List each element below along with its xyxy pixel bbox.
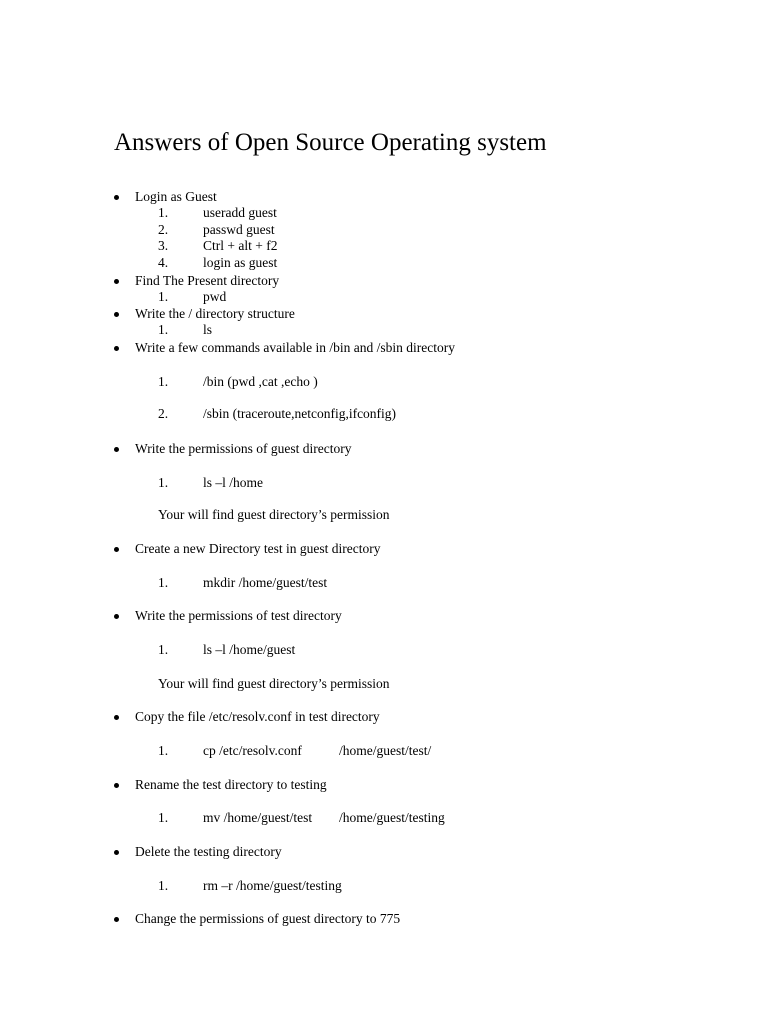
step-command-target: /home/guest/test/ [339,743,432,758]
bullet-icon [114,715,119,720]
step-number: 1. [158,878,169,893]
bullet-icon [114,346,119,351]
step-command: Ctrl + alt + f2 [203,238,278,253]
section-heading: Write the permissions of test directory [135,608,342,623]
bullet-icon [114,917,119,922]
step-command: ls [203,322,213,337]
bullet-icon [114,195,119,200]
step-command: mkdir /home/guest/test [203,575,328,590]
step-note: Your will find guest directory’s permission [158,507,390,522]
section-heading: Login as Guest [135,189,217,204]
step-command: pwd [203,289,227,304]
step-number: 1. [158,642,169,657]
step-command: /sbin (traceroute,netconfig,ifconfig) [203,406,397,421]
section-heading: Write the / directory structure [135,306,295,321]
step-number: 1. [158,475,169,490]
section-heading: Copy the file /etc/resolv.conf in test directory [135,709,380,724]
step-command: mv /home/guest/test [203,810,313,825]
bullet-icon [114,783,119,788]
step-command: /bin (pwd ,cat ,echo ) [203,374,318,389]
step-command: ls –l /home/guest [203,642,296,657]
step-command: rm –r /home/guest/testing [203,878,342,893]
bullet-icon [114,850,119,855]
step-number: 3. [158,238,169,253]
step-number: 4. [158,255,169,270]
step-number: 2. [158,222,169,237]
step-command: passwd guest [203,222,275,237]
step-command: useradd guest [203,205,277,220]
step-number: 1. [158,575,169,590]
step-number: 1. [158,743,169,758]
bullet-icon [114,614,119,619]
step-number: 1. [158,289,169,304]
step-note: Your will find guest directory’s permission [158,676,390,691]
step-command: login as guest [203,255,278,270]
section-heading: Write the permissions of guest directory [135,441,352,456]
step-number: 1. [158,322,169,337]
bullet-icon [114,312,119,317]
bullet-icon [114,547,119,552]
step-command: ls –l /home [203,475,263,490]
step-command-target: /home/guest/testing [339,810,445,825]
section-heading: Find The Present directory [135,273,280,288]
section-heading: Create a new Directory test in guest directory [135,541,381,556]
bullet-icon [114,279,119,284]
page-title: Answers of Open Source Operating system [114,129,547,156]
step-number: 1. [158,205,169,220]
section-heading: Delete the testing directory [135,844,282,859]
section-heading: Write a few commands available in /bin and /sbin directory [135,340,455,355]
section-heading: Rename the test directory to testing [135,777,327,792]
bullet-icon [114,447,119,452]
section-heading: Change the permissions of guest directory to 775 [135,911,401,926]
step-number: 2. [158,406,169,421]
step-number: 1. [158,374,169,389]
step-number: 1. [158,810,169,825]
step-command: cp /etc/resolv.conf [203,743,302,758]
